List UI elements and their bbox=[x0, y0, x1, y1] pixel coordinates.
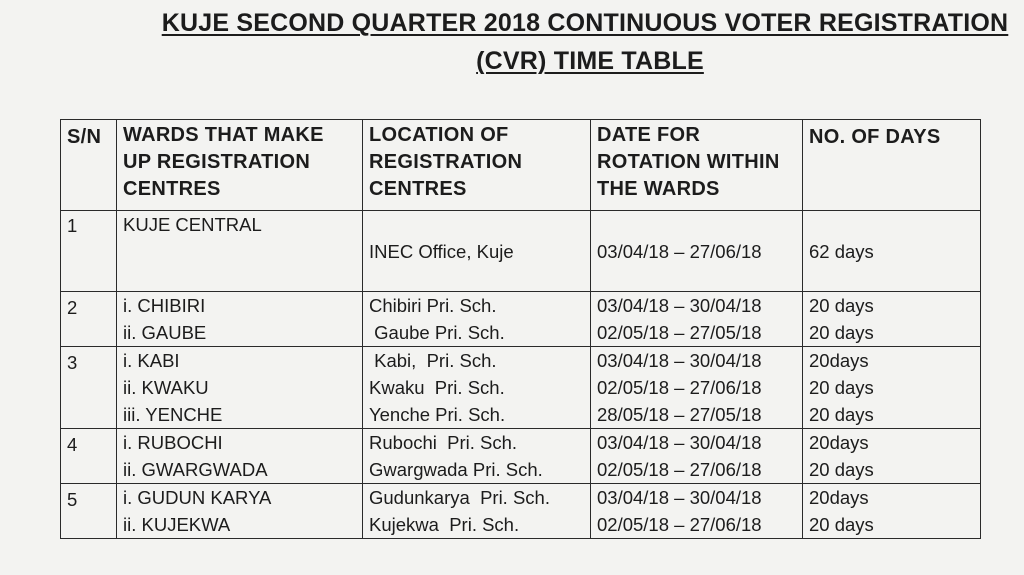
sn-cell: 4 bbox=[61, 429, 117, 484]
sn-cell: 1 bbox=[61, 211, 117, 292]
days-cell: 20days 20 days bbox=[803, 429, 981, 484]
days-cell: 20 days 20 days bbox=[803, 292, 981, 347]
header-sn: S/N bbox=[61, 120, 117, 211]
days-cell: 20days 20 days 20 days bbox=[803, 347, 981, 429]
sn-cell: 3 bbox=[61, 347, 117, 429]
header-date: DATE FOR ROTATION WITHIN THE WARDS bbox=[591, 120, 803, 211]
page-subtitle: (CVR) TIME TABLE bbox=[476, 47, 704, 75]
header-days: NO. OF DAYS bbox=[803, 120, 981, 211]
ward-cell: i. CHIBIRI ii. GAUBE bbox=[117, 292, 363, 347]
location-cell: Rubochi Pri. Sch. Gwargwada Pri. Sch. bbox=[363, 429, 591, 484]
table-row bbox=[61, 211, 981, 292]
table-row bbox=[61, 292, 981, 347]
date-cell: 03/04/18 – 30/04/18 02/05/18 – 27/06/18 bbox=[591, 484, 803, 539]
date-cell: 03/04/18 – 30/04/18 02/05/18 – 27/06/18 bbox=[591, 429, 803, 484]
ward-cell: KUJE CENTRAL bbox=[117, 211, 363, 292]
ward-cell: i. KABI ii. KWAKU iii. YENCHE bbox=[117, 347, 363, 429]
location-cell: Kabi, Pri. Sch. Kwaku Pri. Sch. Yenche Pri. Sch. bbox=[363, 347, 591, 429]
sn-cell: 5 bbox=[61, 484, 117, 539]
page-title: KUJE SECOND QUARTER 2018 CONTINUOUS VOTER REGISTRATION bbox=[161, 9, 1009, 37]
timetable bbox=[60, 119, 981, 539]
header-location: LOCATION OF REGISTRATION CENTRES bbox=[363, 120, 591, 211]
location-cell: Gudunkarya Pri. Sch. Kujekwa Pri. Sch. bbox=[363, 484, 591, 539]
location-cell: INEC Office, Kuje bbox=[363, 211, 591, 292]
ward-cell: i. RUBOCHI ii. GWARGWADA bbox=[117, 429, 363, 484]
header-wards: WARDS THAT MAKE UP REGISTRATION CENTRES bbox=[117, 120, 363, 211]
table-row bbox=[61, 484, 981, 539]
date-cell: 03/04/18 – 27/06/18 bbox=[591, 211, 803, 292]
date-cell: 03/04/18 – 30/04/18 02/05/18 – 27/05/18 bbox=[591, 292, 803, 347]
days-cell: 62 days bbox=[803, 211, 981, 292]
table-row bbox=[61, 429, 981, 484]
table-row bbox=[61, 347, 981, 429]
ward-cell: i. GUDUN KARYA ii. KUJEKWA bbox=[117, 484, 363, 539]
date-cell: 03/04/18 – 30/04/18 02/05/18 – 27/06/18 28/05/18 – 27/05/18 bbox=[591, 347, 803, 429]
header-row bbox=[61, 120, 981, 211]
sn-cell: 2 bbox=[61, 292, 117, 347]
location-cell: Chibiri Pri. Sch. Gaube Pri. Sch. bbox=[363, 292, 591, 347]
days-cell: 20days 20 days bbox=[803, 484, 981, 539]
